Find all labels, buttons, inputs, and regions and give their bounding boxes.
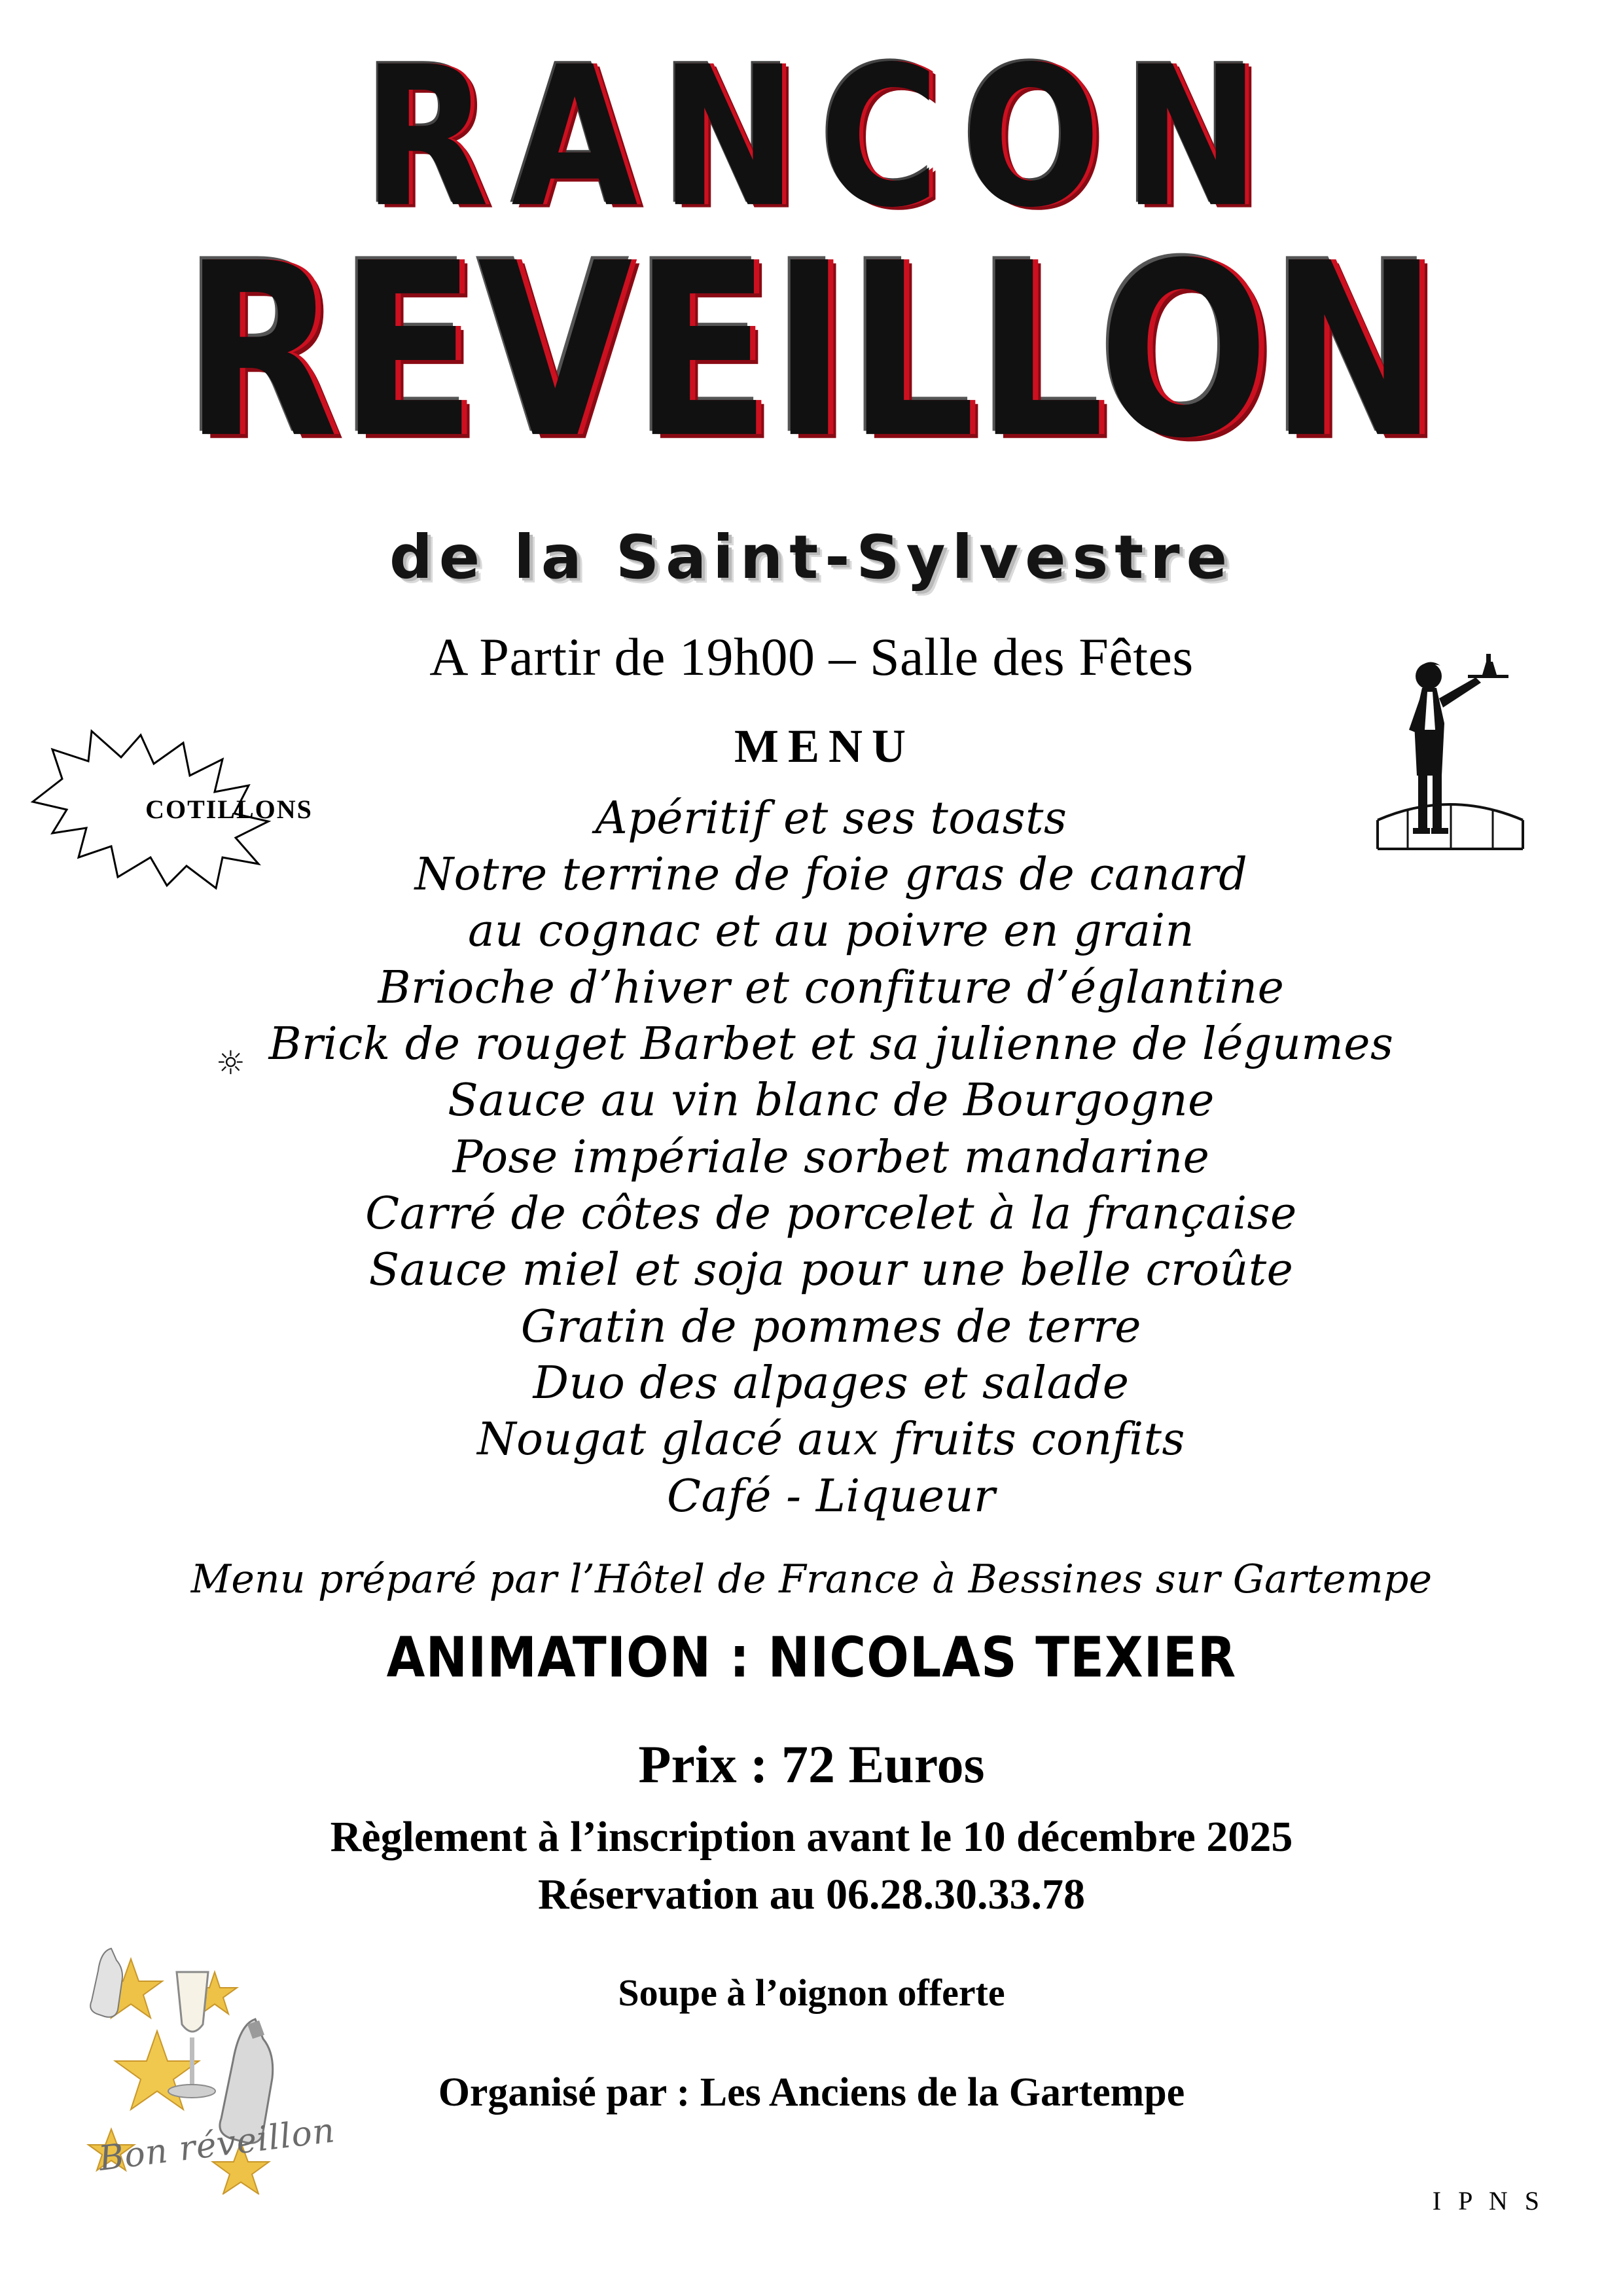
menu-item: Duo des alpages et salade — [533, 1357, 1130, 1410]
menu-item: Pose impériale sorbet mandarine — [452, 1131, 1210, 1183]
page-subtitle: de la Saint-Sylvestre — [389, 522, 1234, 592]
menu-item: Nougat glacé aux fruits confits — [477, 1414, 1185, 1466]
menu-prepared-by: Menu préparé par l’Hôtel de France à Bessines sur Gartempe — [190, 1556, 1433, 1603]
menu-item: Carré de côtes de porcelet à la française — [365, 1188, 1297, 1240]
menu-item: Sauce miel et soja pour une belle croûte — [368, 1244, 1294, 1297]
menu-item: Notre terrine de foie gras de canard — [414, 848, 1248, 901]
free-soup-note: Soupe à l’oignon offerte — [618, 1971, 1005, 2015]
event-time-location: A Partir de 19h00 – Salle des Fêtes — [429, 626, 1194, 687]
page-title-line-1: RANCON — [363, 25, 1283, 250]
menu-item: Sauce au vin blanc de Bourgogne — [448, 1075, 1215, 1127]
menu-item: au cognac et au poivre en grain — [468, 905, 1194, 958]
page-title-line-2: REVEILLON — [183, 211, 1440, 491]
title-block — [0, 0, 1623, 592]
payment-deadline: Règlement à l’inscription avant le 10 décembre 2025 — [330, 1813, 1293, 1861]
cotillons-badge — [26, 723, 432, 893]
scissors-icon: ☼ — [216, 1044, 249, 1082]
champagne-script-text: Bon réveillon — [96, 2111, 338, 2179]
waiter-icon — [1371, 645, 1535, 861]
menu-item: Brick de rouget Barbet et sa julienne de légumes — [268, 1018, 1394, 1070]
organizer-line: Organisé par : Les Anciens de la Gartempe — [438, 2070, 1185, 2115]
menu-item: Café - Liqueur — [667, 1470, 995, 1522]
menu-list — [170, 791, 1453, 1526]
champagne-stars-illustration — [85, 1933, 373, 2195]
menu-item: Brioche d’hiver et confiture d’églantine — [378, 961, 1285, 1014]
price-line: Prix : 72 Euros — [638, 1734, 985, 1795]
menu-item: Gratin de pommes de terre — [520, 1300, 1142, 1353]
reservation-phone: Réservation au 06.28.30.33.78 — [538, 1871, 1085, 1919]
animation-line: ANIMATION : NICOLAS TEXIER — [386, 1624, 1237, 1690]
cotillons-label: COTILLONS — [145, 795, 313, 824]
ipns-mark: I P N S — [1432, 2186, 1544, 2215]
menu-heading: MENU — [734, 719, 915, 772]
menu-item: Apéritif et ses toasts — [595, 792, 1067, 844]
